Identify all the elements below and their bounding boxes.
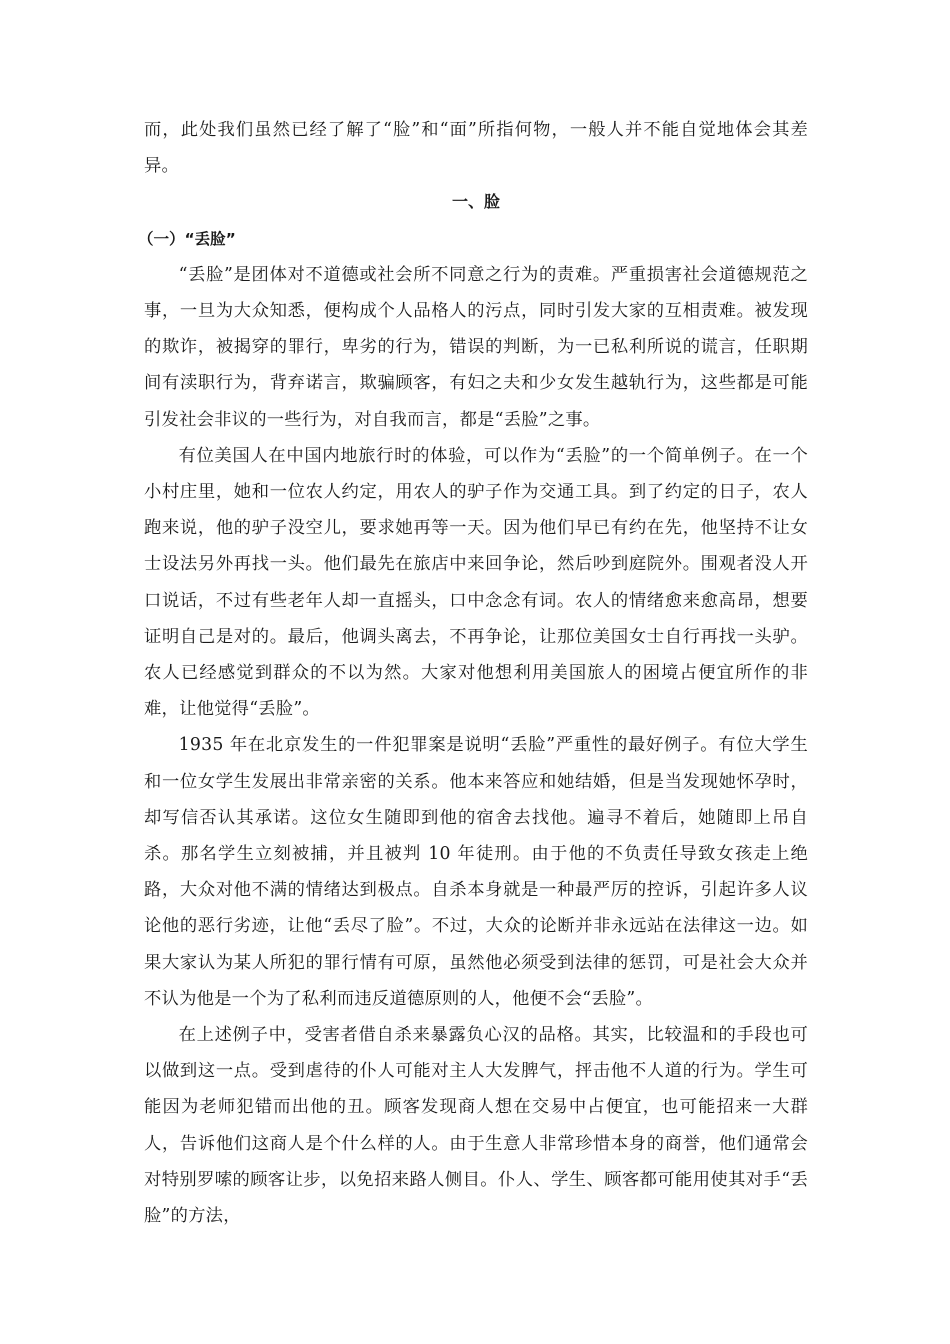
- subsection-title: （一）“丢脸”: [138, 229, 236, 248]
- paragraph-2: 有位美国人在中国内地旅行时的体验，可以作为“丢脸”的一个简单例子。在一个小村庄里，她和一位农人约定，用农人的驴子作为交通工具。到了约定的日子，农人跑来说，他的驴子没空儿，要求她再等一天。因为他们早已有约在先，他坚持不让女士设法另外再找一头。他们最先在旅店中来回争论，然后吵到庭院外。围观者没人开口说话，不过有些老年人却一直摇头，口中念念有词。农人的情绪愈来愈高昂，想要证明自己是对的。最后，他调头离去，不再争论，让那位美国女士自行再找一头驴。农人已经感觉到群众的不以为然。大家对他想利用美国旅人的困境占便宜所作的非难，让他觉得“丢脸”。: [144, 445, 808, 720]
- continuation-paragraph: 而，此处我们虽然已经了解了“脸”和“面”所指何物，一般人并不能自觉地体会其差异。: [144, 120, 808, 177]
- paragraph-4: 在上述例子中，受害者借自杀来暴露负心汉的品格。其实，比较温和的手段也可以做到这一点。受到虐待的仆人可能对主人大发脾气，抨击他不人道的行为。学生可能因为老师犯错而出他的丑。顾客发现商人想在交易中占便宜，也可能招来一大群人，告诉他们这商人是个什么样的人。由于生意人非常珍惜本身的商誉，他们通常会对特别罗嗦的顾客让步，以免招来路人侧目。仆人、学生、顾客都可能用使其对手“丢脸”的方法，: [144, 1025, 808, 1227]
- section-title: 一、脸: [451, 192, 500, 212]
- document-page: [138, 112, 808, 1234]
- paragraph-1: “丢脸”是团体对不道德或社会所不同意之行为的责难。严重损害社会道德规范之事，一旦为大众知悉，便构成个人品格人的污点，同时引发大家的互相责难。被发现的欺诈，被揭穿的罪行，卑劣的行为，错误的判断，为一已私利所说的谎言，任职期间有渎职行为，背弃诺言，欺骗顾客，有妇之夫和少女发生越轨行为，这些都是可能引发社会非议的一些行为，对自我而言，都是“丢脸”之事。: [144, 264, 808, 430]
- paragraph-3: 1935 年在北京发生的一件犯罪案是说明“丢脸”严重性的最好例子。有位大学生和一位女学生发展出非常亲密的关系。他本来答应和她结婚，但是当发现她怀孕时，却写信否认其承诺。这位女生随即到他的宿舍去找他。遍寻不着后，她随即上吊自杀。那名学生立刻被捕，并且被判 10 年徒刑。由于他的不负责任导致女孩走上绝路，大众对他不满的情绪达到极点。自杀本身就是一种最严厉的控诉，引起许多人议论他的恶行劣迹，让他“丢尽了脸”。不过，大众的论断并非永远站在法律这一边。如果大家认为某人所犯的罪行情有可原，虽然他必须受到法律的惩罚，可是社会大众并不认为他是一个为了私利而违反道德原则的人，他便不会“丢脸”。: [144, 735, 808, 1009]
